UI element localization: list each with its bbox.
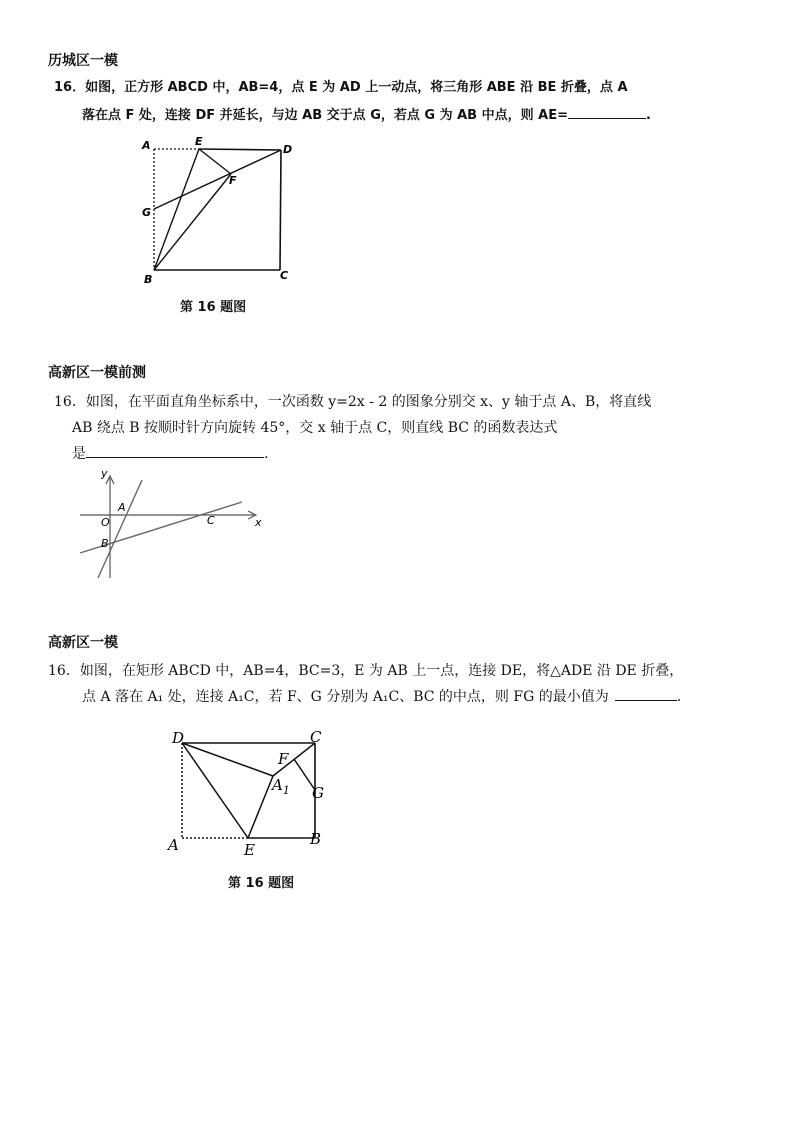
label-y: y xyxy=(101,467,108,480)
label-G: G xyxy=(312,784,324,802)
label-x: x xyxy=(255,516,262,529)
question-line-2: AB 绕点 B 按顺时针方向旋转 45°，交 x 轴于点 C，则直线 BC 的函数表达式 xyxy=(72,420,558,436)
question-16-gaoxin xyxy=(48,658,758,710)
label-D: D xyxy=(172,729,185,747)
segment-BF xyxy=(154,174,231,270)
figure-rectangle-fold xyxy=(160,724,340,864)
figure-coordinate-plane xyxy=(74,466,274,582)
question-line-1: 16．如图，在矩形 ABCD 中，AB=4，BC=3，E 为 AB 上一点，连接 DE，将△ADE 沿 DE 折叠， xyxy=(48,663,684,679)
label-B: B xyxy=(101,537,109,550)
label-E: E xyxy=(195,135,203,148)
label-A: A xyxy=(118,501,126,514)
label-A: A xyxy=(142,139,151,152)
figure-caption-1: 第 16 题图 xyxy=(180,300,247,315)
label-O: O xyxy=(101,516,110,529)
question-line-2: 落在点 F 处，连接 DF 并延长，与边 AB 交于点 G，若点 G 为 AB 中点，则 AE= . xyxy=(54,102,754,130)
figure-caption-3: 第 16 题图 xyxy=(228,876,295,891)
segment-DA1 xyxy=(182,743,273,776)
segment-BE xyxy=(154,149,199,270)
segment-A1E xyxy=(248,776,273,838)
label-G: G xyxy=(142,206,152,219)
label-C: C xyxy=(310,728,322,746)
answer-blank[interactable] xyxy=(615,686,677,701)
label-C: C xyxy=(207,514,215,527)
segment-DE xyxy=(182,743,248,838)
label-B: B xyxy=(144,273,153,286)
label-A1: $A_1$ xyxy=(272,776,290,797)
answer-blank[interactable] xyxy=(568,104,646,119)
label-E: E xyxy=(244,841,255,859)
question-16-licheng xyxy=(54,74,754,130)
segment-DC xyxy=(280,150,281,270)
segment-GD xyxy=(154,150,281,209)
label-C: C xyxy=(280,269,289,282)
section-title-licheng: 历城区一模 xyxy=(48,53,118,69)
label-B: B xyxy=(310,830,322,848)
figure-square-fold xyxy=(138,134,298,290)
question-line-1: 16．如图，正方形 ABCD 中，AB=4，点 E 为 AD 上一动点，将三角形 ABE 沿 BE 折叠，点 A xyxy=(54,80,628,95)
question-line-2: 点 A 落在 A₁ 处，连接 A₁C，若 F、G 分别为 A₁C、BC 的中点，则 FG 的最小值为 . xyxy=(48,684,758,710)
line-AB xyxy=(98,480,142,578)
label-D: D xyxy=(283,143,293,156)
segment-ED xyxy=(199,149,281,150)
segment-EF xyxy=(199,149,231,174)
label-F: F xyxy=(278,750,289,768)
label-F: F xyxy=(229,174,237,187)
section-title-gaoxin: 高新区一模 xyxy=(48,635,118,651)
answer-blank[interactable] xyxy=(86,443,264,458)
question-line-1: 16．如图，在平面直角坐标系中，一次函数 y=2x - 2 的图象分别交 x、y 轴于点 A、B，将直线 xyxy=(54,394,652,410)
label-A: A xyxy=(168,836,179,854)
section-title-gaoxin-pretest: 高新区一模前测 xyxy=(48,365,146,381)
question-16-gaoxin-pretest xyxy=(54,389,754,467)
question-line-3: 是 . xyxy=(54,441,754,467)
